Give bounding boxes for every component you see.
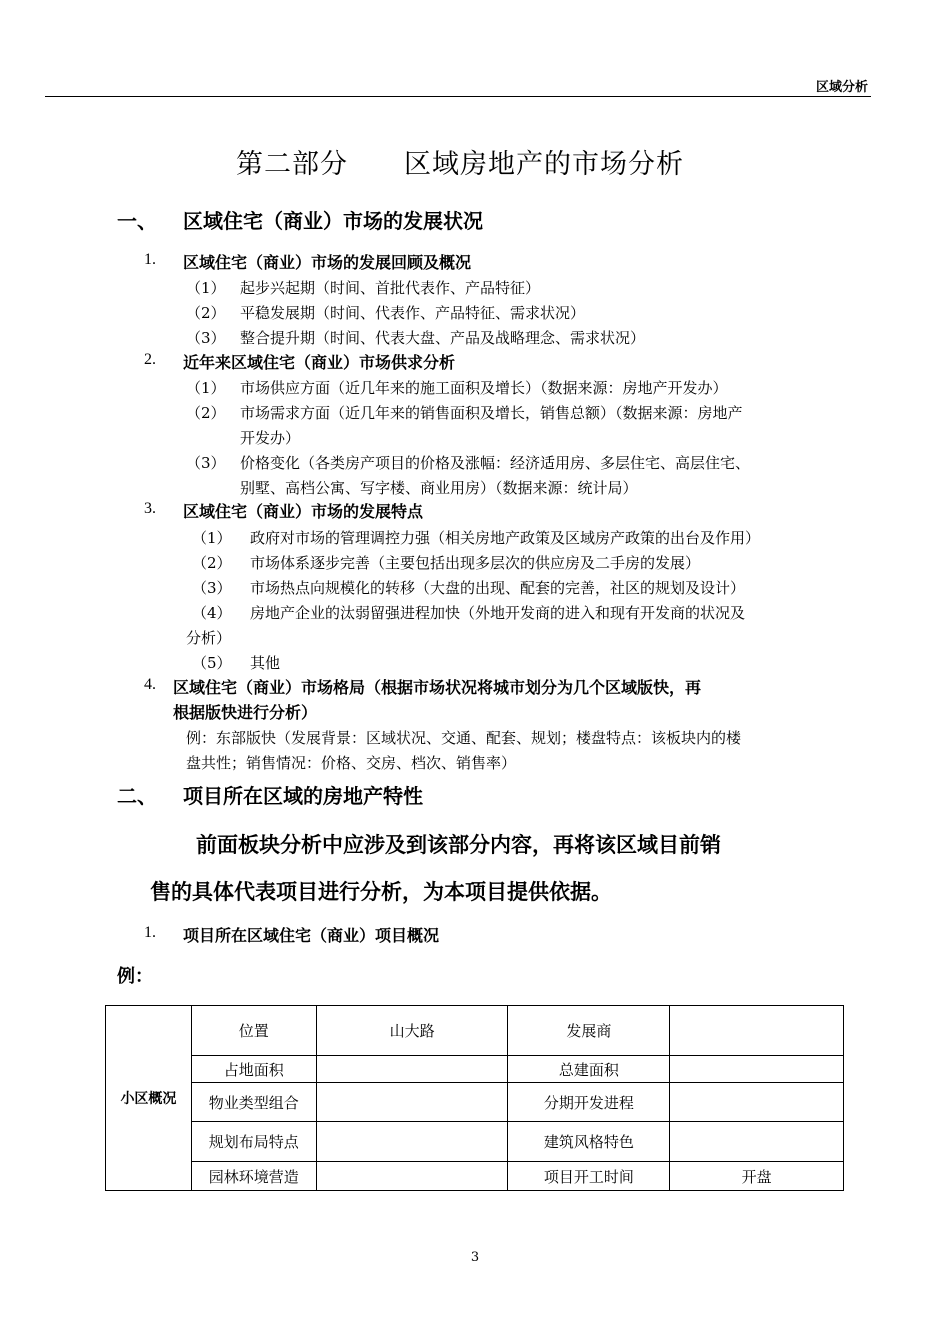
table-cell: 项目开工时间: [508, 1162, 670, 1191]
table-row: [106, 1083, 844, 1122]
example-label: 例：: [117, 966, 153, 987]
table-row: [106, 1122, 844, 1162]
s3-item4-line1: 房地产企业的汰弱留强进程加快（外地开发商的进入和现有开发商的状况及: [250, 604, 746, 622]
s2-item3-marker: （3）: [186, 454, 226, 472]
table-cell: 发展商: [508, 1006, 670, 1056]
s1-item2-text: 平稳发展期（时间、代表作、产品特征、需求状况）: [240, 304, 586, 322]
table-cell: 位置: [191, 1006, 316, 1056]
table-row: [106, 1006, 844, 1056]
s3-item2-marker: （2）: [192, 554, 232, 572]
community-overview-table: [105, 1005, 844, 1191]
s4-example-line1: 例：东部版快（发展背景：区域状况、交通、配套、规划；楼盘特点：该板块内的楼: [186, 729, 742, 747]
s3-item2-text: 市场体系逐步完善（主要包括出现多层次的供应房及二手房的发展）: [250, 554, 701, 572]
s2-item3-line1: 价格变化（各类房产项目的价格及涨幅：经济适用房、多层住宅、高层住宅、: [240, 454, 751, 472]
table-cell: [316, 1083, 508, 1122]
section2-para-line1: 前面板块分析中应涉及到该部分内容，再将该区域目前销: [196, 833, 721, 857]
s2-item2-line1: 市场需求方面（近几年来的销售面积及增长，销售总额）（数据来源：房地产: [240, 404, 743, 422]
table-cell: [670, 1006, 844, 1056]
table-cell: 物业类型组合: [191, 1083, 316, 1122]
table-group-label: 小区概况: [106, 1006, 192, 1191]
s3-item1-marker: （1）: [192, 529, 232, 547]
table-cell: 山大路: [316, 1006, 508, 1056]
section2-title: 项目所在区域的房地产特性: [183, 784, 423, 808]
table-cell: [316, 1122, 508, 1162]
header-label: 区域分析: [815, 80, 868, 95]
s2-item2-line2: 开发办）: [240, 429, 301, 447]
s2-item2-marker: （2）: [186, 404, 226, 422]
s1-item1-marker: （1）: [186, 279, 226, 297]
table-row: [106, 1056, 844, 1083]
s4-line2: 根据版快进行分析）: [173, 703, 318, 722]
s3-item3-marker: （3）: [192, 579, 232, 597]
s3-title: 区域住宅（商业）市场的发展特点: [183, 502, 424, 521]
s1-item1-text: 起步兴起期（时间、首批代表作、产品特征）: [240, 279, 541, 297]
s3-number: 3.: [144, 500, 156, 517]
s2-item1-text: 市场供应方面（近几年来的施工面积及增长）（数据来源：房地产开发办）: [240, 379, 728, 397]
s4-number: 4.: [144, 676, 156, 693]
s2-item1-marker: （1）: [186, 379, 226, 397]
table-cell: [316, 1056, 508, 1083]
page-number: 3: [470, 1250, 480, 1265]
table-cell: [670, 1056, 844, 1083]
s3-item4-marker: （4）: [192, 604, 232, 622]
table-cell: 规划布局特点: [191, 1122, 316, 1162]
s1-item3-marker: （3）: [186, 329, 226, 347]
s2-item3-line2: 别墅、高档公寓、写字楼、商业用房）（数据来源：统计局）: [240, 479, 638, 497]
table-cell: 建筑风格特色: [508, 1122, 670, 1162]
header-rule: [45, 96, 871, 97]
section2-para-line2: 售的具体代表项目进行分析，为本项目提供依据。: [150, 880, 612, 904]
s3-item5-marker: （5）: [192, 654, 232, 672]
s1-number: 1.: [144, 251, 156, 268]
s1-title: 区域住宅（商业）市场的发展回顾及概况: [183, 253, 472, 272]
s2-number: 2.: [144, 351, 156, 368]
page-title: 第二部分 区域房地产的市场分析: [236, 149, 684, 180]
s1-item2-marker: （2）: [186, 304, 226, 322]
table-cell: [316, 1162, 508, 1191]
table-cell: [670, 1122, 844, 1162]
s4-example-line2: 盘共性；销售情况：价格、交房、档次、销售率）: [186, 754, 517, 772]
section1-number: 一、: [117, 209, 157, 233]
s1-item3-text: 整合提升期（时间、代表大盘、产品及战略理念、需求状况）: [240, 329, 646, 347]
section2-s1-title: 项目所在区域住宅（商业）项目概况: [183, 926, 440, 945]
table-cell: 园林环境营造: [191, 1162, 316, 1191]
table-cell: 开盘: [670, 1162, 844, 1191]
section2-s1-number: 1.: [144, 924, 156, 941]
s3-item1-text: 政府对市场的管理调控力强（相关房地产政策及区域房产政策的出台及作用）: [250, 529, 761, 547]
s3-item4-line2: 分析）: [186, 629, 232, 647]
s3-item3-text: 市场热点向规模化的转移（大盘的出现、配套的完善，社区的规划及设计）: [250, 579, 746, 597]
s3-item5-text: 其他: [250, 654, 281, 672]
table-cell: 占地面积: [191, 1056, 316, 1083]
s2-title: 近年来区域住宅（商业）市场供求分析: [183, 353, 456, 372]
table-cell: 分期开发进程: [508, 1083, 670, 1122]
section2-number: 二、: [117, 784, 157, 808]
section1-title: 区域住宅（商业）市场的发展状况: [183, 209, 483, 233]
table-row: [106, 1162, 844, 1191]
table-cell: 总建面积: [508, 1056, 670, 1083]
s4-line1: 区域住宅（商业）市场格局（根据市场状况将城市划分为几个区域版快，再: [173, 678, 702, 697]
table-cell: [670, 1083, 844, 1122]
